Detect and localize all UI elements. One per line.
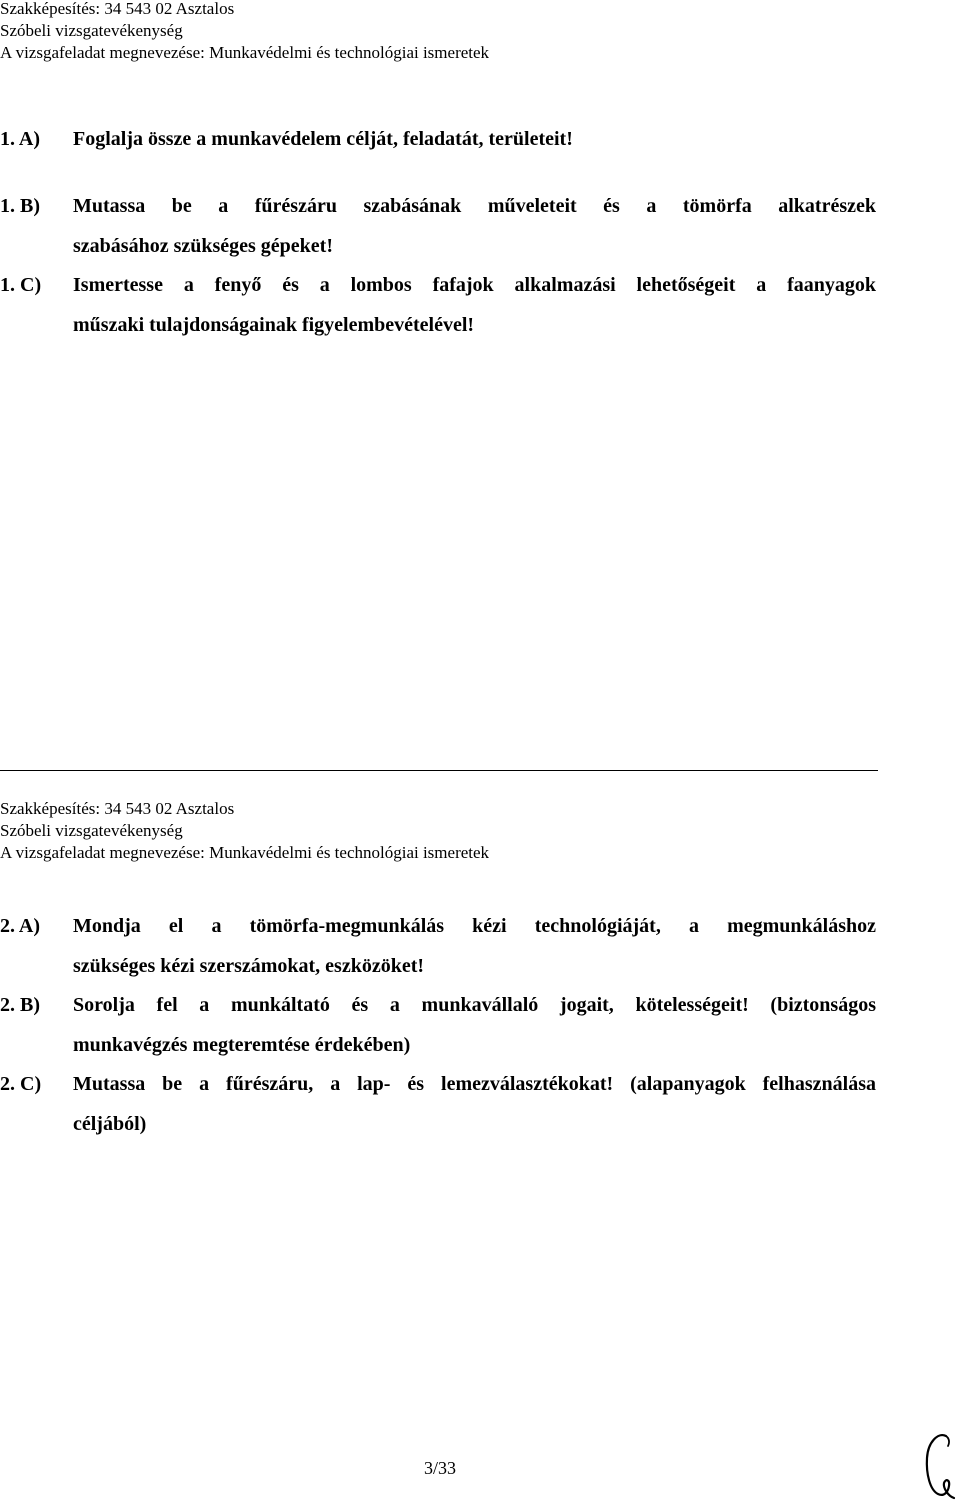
question-text: Mutassa be a fűrészáru szabásának műveleteit és a tömörfa alkatrészek — [73, 195, 876, 217]
header-task-name: A vizsgafeladat megnevezése: Munkavédelmi és technológiai ismeretek — [0, 843, 490, 862]
question-text-continuation: szabásához szükséges gépeket! — [73, 235, 333, 257]
question-label: 2. A) — [0, 915, 40, 937]
question-label: 1. C) — [0, 274, 42, 296]
section-header — [0, 798, 489, 864]
question-text-continuation: céljából) — [73, 1113, 147, 1135]
question-1c — [0, 265, 876, 345]
question-text: Mutassa be a fűrészáru, a lap- és lemezválasztékokat! (alapanyagok felhasználása — [73, 1073, 876, 1095]
question-text: Sorolja fel a munkáltató és a munkavállaló jogait, kötelességeit! (biztonságos — [73, 994, 876, 1016]
header-task-name: A vizsgafeladat megnevezése: Munkavédelmi és technológiai ismeretek — [0, 43, 490, 62]
question-2c — [0, 1064, 876, 1144]
signature-mark — [918, 1428, 958, 1502]
question-label: 1. A) — [0, 128, 40, 150]
question-text: Mondja el a tömörfa-megmunkálás kézi technológiáját, a megmunkáláshoz — [73, 915, 876, 937]
question-label: 1. B) — [0, 195, 40, 217]
header-qualification: Szakképesítés: 34 543 02 Asztalos — [0, 0, 235, 18]
question-label: 2. C) — [0, 1073, 42, 1095]
question-1b — [0, 186, 876, 266]
question-1a — [0, 119, 876, 159]
question-text-continuation: szükséges kézi szerszámokat, eszközöket! — [73, 955, 425, 977]
header-exam-activity: Szóbeli vizsgatevékenység — [0, 821, 183, 840]
header-qualification: Szakképesítés: 34 543 02 Asztalos — [0, 799, 235, 818]
question-text-continuation: műszaki tulajdonságainak figyelembevételével! — [73, 314, 475, 336]
question-text: Foglalja össze a munkavédelem célját, feladatát, területeit! — [73, 128, 573, 150]
question-label: 2. B) — [0, 994, 40, 1016]
question-text: Ismertesse a fenyő és a lombos fafajok alkalmazási lehetőségeit a faanyagok — [73, 274, 876, 296]
question-2a — [0, 906, 876, 986]
question-text-continuation: munkavégzés megteremtése érdekében) — [73, 1034, 411, 1056]
question-2b — [0, 985, 876, 1065]
section-divider — [0, 770, 878, 771]
header-exam-activity: Szóbeli vizsgatevékenység — [0, 21, 183, 40]
page-number: 3/33 — [423, 1458, 456, 1478]
page-header — [0, 0, 489, 64]
